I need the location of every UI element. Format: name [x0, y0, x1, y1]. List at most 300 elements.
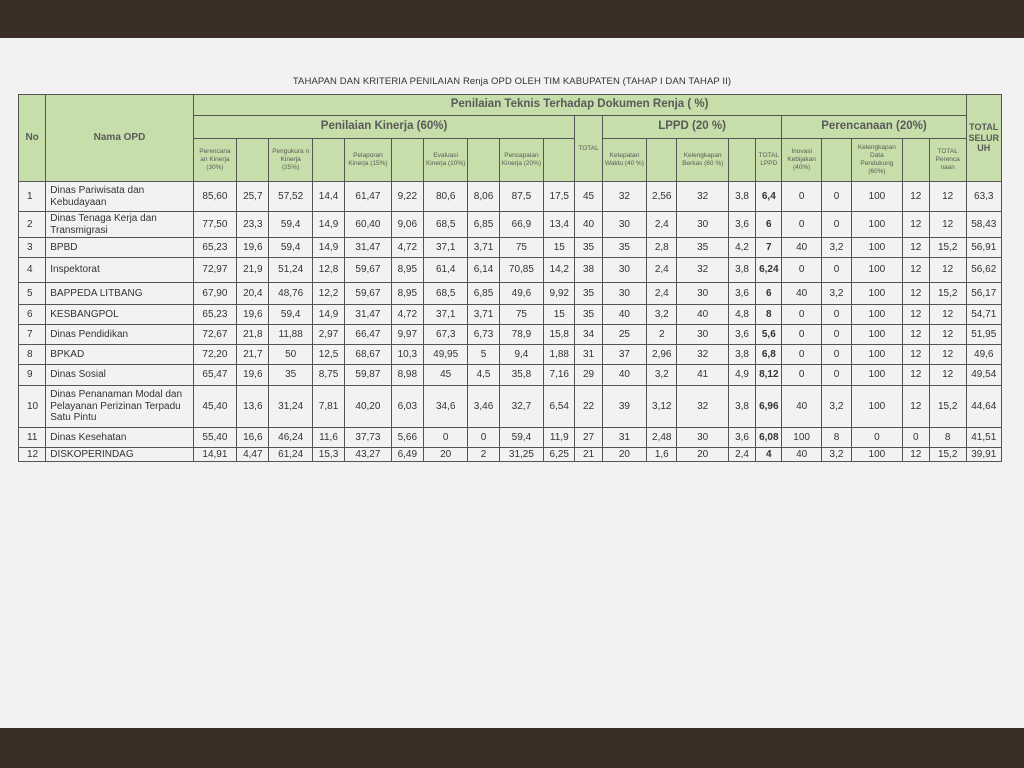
value-cell: 35: [602, 238, 646, 258]
value-cell: 100: [782, 428, 821, 448]
value-cell: 3,2: [821, 448, 851, 462]
value-cell: 44,64: [966, 386, 1002, 428]
value-cell: 6,14: [468, 258, 499, 283]
row-number: 6: [19, 305, 46, 325]
value-cell: 40: [677, 305, 729, 325]
opd-name: Inspektorat: [46, 258, 193, 283]
value-cell: 6,73: [468, 325, 499, 345]
value-cell: 100: [852, 182, 903, 212]
value-cell: 13,6: [237, 386, 269, 428]
value-cell: 3,12: [647, 386, 677, 428]
value-cell: 35,8: [499, 365, 543, 386]
header-pencapaian-kinerja: Pencapaian Kinerja (20%): [499, 139, 543, 182]
opd-name: BAPPEDA LITBANG: [46, 283, 193, 305]
value-cell: 17,5: [544, 182, 575, 212]
value-cell: 6,8: [756, 345, 782, 365]
opd-name: DISKOPERINDAG: [46, 448, 193, 462]
table-row: [19, 283, 1002, 305]
value-cell: 37,1: [423, 305, 467, 325]
value-cell: 45: [423, 365, 467, 386]
value-cell: 12: [902, 365, 929, 386]
header-inovasi-kebijakan: Inovasi Kebijakan (40%): [782, 139, 821, 182]
value-cell: 40: [575, 212, 602, 238]
opd-name: Dinas Kesehatan: [46, 428, 193, 448]
value-cell: 49,6: [499, 283, 543, 305]
value-cell: 20: [602, 448, 646, 462]
value-cell: 6: [756, 212, 782, 238]
row-number: 4: [19, 258, 46, 283]
header-no: No: [19, 95, 46, 182]
row-number: 12: [19, 448, 46, 462]
value-cell: 38: [575, 258, 602, 283]
value-cell: 59,4: [269, 305, 312, 325]
value-cell: 51,95: [966, 325, 1002, 345]
value-cell: 12: [902, 386, 929, 428]
value-cell: 12: [929, 365, 966, 386]
value-cell: 11,9: [544, 428, 575, 448]
value-cell: 32: [602, 182, 646, 212]
value-cell: 0: [821, 258, 851, 283]
value-cell: 12: [929, 212, 966, 238]
value-cell: 32: [677, 182, 729, 212]
opd-name: KESBANGPOL: [46, 305, 193, 325]
value-cell: 8,95: [391, 258, 423, 283]
value-cell: 100: [852, 283, 903, 305]
value-cell: 12: [902, 448, 929, 462]
value-cell: 14,2: [544, 258, 575, 283]
value-cell: 77,50: [193, 212, 236, 238]
value-cell: 30: [602, 283, 646, 305]
row-number: 8: [19, 345, 46, 365]
value-cell: 30: [677, 325, 729, 345]
value-cell: 4: [756, 448, 782, 462]
value-cell: 56,91: [966, 238, 1002, 258]
value-cell: 2: [468, 448, 499, 462]
header-lppd: LPPD (20 %): [602, 116, 782, 139]
value-cell: 2,56: [647, 182, 677, 212]
value-cell: 72,20: [193, 345, 236, 365]
value-cell: 15,2: [929, 386, 966, 428]
value-cell: 32: [677, 386, 729, 428]
value-cell: 35: [269, 365, 312, 386]
value-cell: 41,51: [966, 428, 1002, 448]
value-cell: 31: [575, 345, 602, 365]
value-cell: 14,9: [312, 212, 344, 238]
value-cell: 29: [575, 365, 602, 386]
value-cell: 21,9: [237, 258, 269, 283]
header-penilaian-kinerja: Penilaian Kinerja (60%): [193, 116, 575, 139]
value-cell: 15,3: [312, 448, 344, 462]
value-cell: 31,47: [345, 305, 391, 325]
table-row: [19, 182, 1002, 212]
value-cell: 25: [602, 325, 646, 345]
document-title: TAHAPAN DAN KRITERIA PENILAIAN Renja OPD OLEH TIM KABUPATEN (TAHAP I DAN TAHAP II): [292, 76, 732, 87]
value-cell: 8: [756, 305, 782, 325]
value-cell: 15,8: [544, 325, 575, 345]
value-cell: 49,6: [966, 345, 1002, 365]
table-row: [19, 212, 1002, 238]
value-cell: 15,2: [929, 283, 966, 305]
value-cell: 4,47: [237, 448, 269, 462]
value-cell: 45,40: [193, 386, 236, 428]
value-cell: 2,96: [647, 345, 677, 365]
value-cell: 100: [852, 238, 903, 258]
assessment-table: [18, 94, 1002, 462]
value-cell: 4,8: [728, 305, 755, 325]
row-number: 1: [19, 182, 46, 212]
value-cell: 100: [852, 212, 903, 238]
value-cell: 67,90: [193, 283, 236, 305]
row-number: 10: [19, 386, 46, 428]
value-cell: 31,24: [269, 386, 312, 428]
value-cell: 12: [929, 345, 966, 365]
value-cell: 12: [902, 182, 929, 212]
header-kelengkapan-data: Kelengkapan Data Pendukung (60%): [852, 139, 903, 182]
value-cell: 7,16: [544, 365, 575, 386]
value-cell: 0: [782, 305, 821, 325]
header-kelengkapan-berkas: Kelengkapan Berkas (60 %): [677, 139, 729, 182]
value-cell: 31,25: [499, 448, 543, 462]
value-cell: 3,71: [468, 305, 499, 325]
value-cell: 68,5: [423, 283, 467, 305]
value-cell: 8: [821, 428, 851, 448]
value-cell: 0: [902, 428, 929, 448]
value-cell: 32: [677, 258, 729, 283]
value-cell: 19,6: [237, 365, 269, 386]
value-cell: 40: [602, 365, 646, 386]
value-cell: 4,9: [728, 365, 755, 386]
header-evaluasi-kinerja: Evaluasi Kinerja (10%): [423, 139, 467, 182]
value-cell: 3,2: [821, 238, 851, 258]
value-cell: 2,97: [312, 325, 344, 345]
value-cell: 12: [902, 305, 929, 325]
value-cell: 49,95: [423, 345, 467, 365]
value-cell: 6,24: [756, 258, 782, 283]
value-cell: 22: [575, 386, 602, 428]
table-row: [19, 345, 1002, 365]
value-cell: 0: [852, 428, 903, 448]
value-cell: 3,6: [728, 325, 755, 345]
value-cell: 12: [902, 212, 929, 238]
value-cell: 11,88: [269, 325, 312, 345]
value-cell: 20: [677, 448, 729, 462]
value-cell: 3,6: [728, 212, 755, 238]
table-row: [19, 448, 1002, 462]
header-perencanaan-kinerja: Perencana an Kinerja (30%): [193, 139, 236, 182]
value-cell: 59,67: [345, 283, 391, 305]
value-cell: 30: [602, 212, 646, 238]
value-cell: 9,92: [544, 283, 575, 305]
value-cell: 12: [902, 345, 929, 365]
value-cell: 10,3: [391, 345, 423, 365]
value-cell: 7: [756, 238, 782, 258]
value-cell: 0: [821, 305, 851, 325]
value-cell: 75: [499, 238, 543, 258]
value-cell: 65,47: [193, 365, 236, 386]
value-cell: 15,2: [929, 238, 966, 258]
value-cell: 46,24: [269, 428, 312, 448]
value-cell: 59,4: [499, 428, 543, 448]
value-cell: 100: [852, 258, 903, 283]
value-cell: 40: [782, 448, 821, 462]
value-cell: 0: [821, 325, 851, 345]
value-cell: 0: [468, 428, 499, 448]
value-cell: 78,9: [499, 325, 543, 345]
value-cell: 8,75: [312, 365, 344, 386]
value-cell: 0: [782, 345, 821, 365]
value-cell: 37,73: [345, 428, 391, 448]
value-cell: 14,91: [193, 448, 236, 462]
value-cell: 58,43: [966, 212, 1002, 238]
value-cell: 85,60: [193, 182, 236, 212]
value-cell: 49,54: [966, 365, 1002, 386]
value-cell: 19,6: [237, 238, 269, 258]
value-cell: 5,66: [391, 428, 423, 448]
value-cell: 0: [782, 325, 821, 345]
value-cell: 14,9: [312, 305, 344, 325]
value-cell: 4,5: [468, 365, 499, 386]
value-cell: 2,4: [647, 212, 677, 238]
value-cell: 13,4: [544, 212, 575, 238]
value-cell: 59,87: [345, 365, 391, 386]
value-cell: 6: [756, 283, 782, 305]
value-cell: 12,2: [312, 283, 344, 305]
value-cell: 5: [468, 345, 499, 365]
value-cell: 9,06: [391, 212, 423, 238]
value-cell: 68,5: [423, 212, 467, 238]
value-cell: 51,24: [269, 258, 312, 283]
row-number: 11: [19, 428, 46, 448]
value-cell: 100: [852, 365, 903, 386]
value-cell: 6,54: [544, 386, 575, 428]
value-cell: 32,7: [499, 386, 543, 428]
table-header: [19, 95, 1002, 182]
value-cell: 34: [575, 325, 602, 345]
header-total-seluruh: TOTAL SELUR UH: [966, 95, 1002, 182]
value-cell: 25,7: [237, 182, 269, 212]
opd-name: Dinas Penanaman Modal dan Pelayanan Perizinan Terpadu Satu Pintu: [46, 386, 193, 428]
value-cell: 3,6: [728, 283, 755, 305]
value-cell: 31,47: [345, 238, 391, 258]
value-cell: 37,1: [423, 238, 467, 258]
value-cell: 2,4: [647, 283, 677, 305]
value-cell: 14,9: [312, 238, 344, 258]
value-cell: 72,97: [193, 258, 236, 283]
value-cell: 8: [929, 428, 966, 448]
value-cell: 3,8: [728, 345, 755, 365]
value-cell: 40: [782, 238, 821, 258]
value-cell: 21,8: [237, 325, 269, 345]
value-cell: 0: [821, 182, 851, 212]
value-cell: 6,49: [391, 448, 423, 462]
value-cell: 0: [423, 428, 467, 448]
value-cell: 12,8: [312, 258, 344, 283]
value-cell: 55,40: [193, 428, 236, 448]
value-cell: 67,3: [423, 325, 467, 345]
header-perencanaan: Perencanaan (20%): [782, 116, 966, 139]
table-row: [19, 386, 1002, 428]
table-row: [19, 258, 1002, 283]
value-cell: 20,4: [237, 283, 269, 305]
value-cell: 6,85: [468, 283, 499, 305]
value-cell: 66,9: [499, 212, 543, 238]
value-cell: 40: [782, 386, 821, 428]
value-cell: 0: [782, 258, 821, 283]
value-cell: 8,06: [468, 182, 499, 212]
value-cell: 35: [575, 238, 602, 258]
value-cell: 61,24: [269, 448, 312, 462]
value-cell: 3,2: [821, 386, 851, 428]
value-cell: 2,4: [728, 448, 755, 462]
value-cell: 14,4: [312, 182, 344, 212]
row-number: 2: [19, 212, 46, 238]
value-cell: 59,4: [269, 238, 312, 258]
value-cell: 3,71: [468, 238, 499, 258]
value-cell: 4,72: [391, 238, 423, 258]
value-cell: 12: [902, 283, 929, 305]
table-row: [19, 428, 1002, 448]
value-cell: 100: [852, 345, 903, 365]
value-cell: 37: [602, 345, 646, 365]
table-row: [19, 305, 1002, 325]
value-cell: 100: [852, 305, 903, 325]
value-cell: 21: [575, 448, 602, 462]
value-cell: 19,6: [237, 305, 269, 325]
value-cell: 0: [782, 182, 821, 212]
value-cell: 30: [602, 258, 646, 283]
value-cell: 6,85: [468, 212, 499, 238]
header-nama-opd: Nama OPD: [46, 95, 193, 182]
opd-name: Dinas Tenaga Kerja dan Transmigrasi: [46, 212, 193, 238]
opd-name: BPBD: [46, 238, 193, 258]
value-cell: 3,2: [647, 365, 677, 386]
value-cell: 2,48: [647, 428, 677, 448]
value-cell: 35: [575, 305, 602, 325]
value-cell: 12: [902, 258, 929, 283]
value-cell: 30: [677, 428, 729, 448]
value-cell: 1,88: [544, 345, 575, 365]
row-number: 7: [19, 325, 46, 345]
value-cell: 56,17: [966, 283, 1002, 305]
value-cell: 16,6: [237, 428, 269, 448]
value-cell: 6,25: [544, 448, 575, 462]
value-cell: 8,12: [756, 365, 782, 386]
value-cell: 72,67: [193, 325, 236, 345]
value-cell: 6,4: [756, 182, 782, 212]
opd-name: Dinas Pendidikan: [46, 325, 193, 345]
header-total-perencanaan: TOTAL Perenca naan: [929, 139, 966, 182]
value-cell: 12: [902, 325, 929, 345]
header-penilaian-teknis: Penilaian Teknis Terhadap Dokumen Renja ( %): [193, 95, 966, 116]
value-cell: 56,62: [966, 258, 1002, 283]
opd-name: Dinas Sosial: [46, 365, 193, 386]
value-cell: 59,4: [269, 212, 312, 238]
value-cell: 39: [602, 386, 646, 428]
value-cell: 2,4: [647, 258, 677, 283]
header-total-lppd: TOTAL LPPD: [756, 139, 782, 182]
value-cell: 31: [602, 428, 646, 448]
value-cell: 0: [821, 212, 851, 238]
value-cell: 68,67: [345, 345, 391, 365]
value-cell: 3,2: [647, 305, 677, 325]
value-cell: 70,85: [499, 258, 543, 283]
value-cell: 80,6: [423, 182, 467, 212]
row-number: 3: [19, 238, 46, 258]
value-cell: 12: [929, 258, 966, 283]
value-cell: 75: [499, 305, 543, 325]
value-cell: 39,91: [966, 448, 1002, 462]
value-cell: 0: [782, 365, 821, 386]
value-cell: 65,23: [193, 238, 236, 258]
value-cell: 12: [902, 238, 929, 258]
value-cell: 15,2: [929, 448, 966, 462]
value-cell: 21,7: [237, 345, 269, 365]
row-number: 5: [19, 283, 46, 305]
value-cell: 34,6: [423, 386, 467, 428]
value-cell: 6,96: [756, 386, 782, 428]
value-cell: 50: [269, 345, 312, 365]
value-cell: 100: [852, 386, 903, 428]
value-cell: 61,47: [345, 182, 391, 212]
value-cell: 12: [929, 305, 966, 325]
value-cell: 0: [821, 345, 851, 365]
value-cell: 1,6: [647, 448, 677, 462]
table-row: [19, 238, 1002, 258]
value-cell: 9,4: [499, 345, 543, 365]
value-cell: 15: [544, 238, 575, 258]
value-cell: 23,3: [237, 212, 269, 238]
opd-name: BPKAD: [46, 345, 193, 365]
value-cell: 54,71: [966, 305, 1002, 325]
table-row: [19, 365, 1002, 386]
value-cell: 87,5: [499, 182, 543, 212]
value-cell: 12,5: [312, 345, 344, 365]
value-cell: 43,27: [345, 448, 391, 462]
value-cell: 3,8: [728, 258, 755, 283]
value-cell: 59,67: [345, 258, 391, 283]
value-cell: 12: [929, 325, 966, 345]
value-cell: 8,98: [391, 365, 423, 386]
row-number: 9: [19, 365, 46, 386]
value-cell: 41: [677, 365, 729, 386]
value-cell: 12: [929, 182, 966, 212]
header-total-kinerja: TOTAL: [575, 116, 602, 182]
value-cell: 100: [852, 325, 903, 345]
value-cell: 3,2: [821, 283, 851, 305]
value-cell: 27: [575, 428, 602, 448]
value-cell: 66,47: [345, 325, 391, 345]
value-cell: 3,46: [468, 386, 499, 428]
header-pelaporan-kinerja: Pelaporan Kinerja (15%): [345, 139, 391, 182]
value-cell: 2: [647, 325, 677, 345]
value-cell: 6,08: [756, 428, 782, 448]
value-cell: 30: [677, 212, 729, 238]
value-cell: 20: [423, 448, 467, 462]
value-cell: 11,6: [312, 428, 344, 448]
value-cell: 32: [677, 345, 729, 365]
table-row: [19, 325, 1002, 345]
table-body: [19, 182, 1002, 462]
opd-name: Dinas Pariwisata dan Kebudayaan: [46, 182, 193, 212]
value-cell: 3,8: [728, 386, 755, 428]
value-cell: 2,8: [647, 238, 677, 258]
value-cell: 8,95: [391, 283, 423, 305]
value-cell: 60,40: [345, 212, 391, 238]
value-cell: 40,20: [345, 386, 391, 428]
value-cell: 6,03: [391, 386, 423, 428]
value-cell: 4,72: [391, 305, 423, 325]
value-cell: 35: [575, 283, 602, 305]
